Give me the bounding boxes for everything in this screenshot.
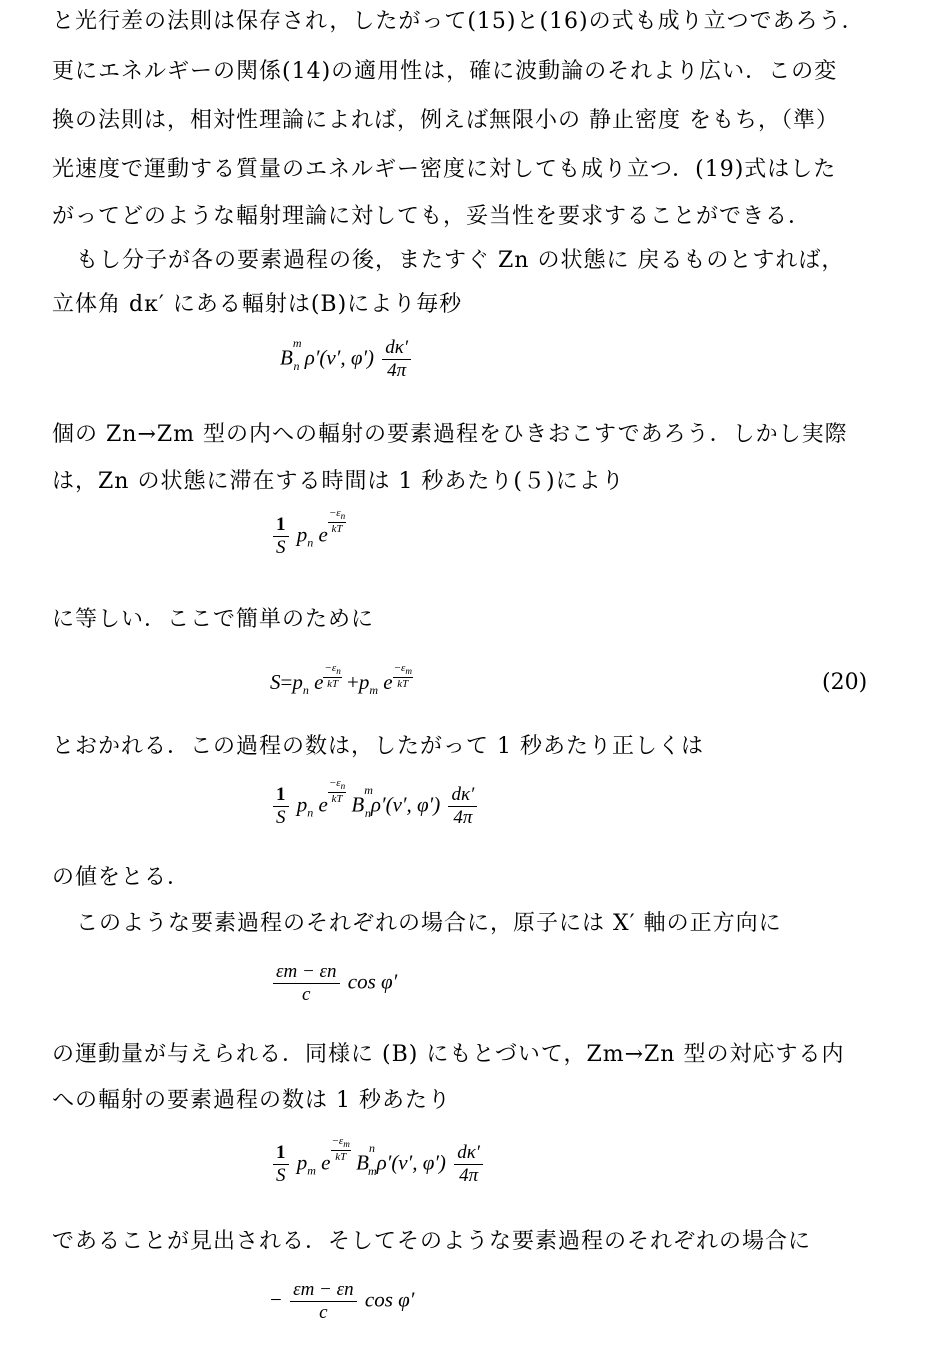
equation-absorption-rate: $B^m_n$ ρ′(ν′, φ′) $\frac{d\kappa'}{4\pi}$ [280, 338, 414, 381]
equation-S-definition: $S=p_n$ e $\frac{-\varepsilon_n}{kT}$ $+p_m$ e $\frac{-\varepsilon_m}{kT}$ [270, 662, 412, 698]
text-line: への輻射の要素過程の数は 1 秒あたり [52, 1088, 451, 1113]
equation-reverse-count: $\frac{1}{S}$ $p_m$ e $\frac{-\varepsilon_m}{kT}$ $B^n_m\rho'(\nu'$, φ′) $\frac{d\kappa'}{4\pi}$ [270, 1143, 486, 1186]
text-line: であることが見出される．そしてそのような要素過程のそれぞれの場合に [52, 1229, 812, 1254]
text-line: は，Zn の状態に滞在する時間は 1 秒あたり(５)により [52, 469, 625, 494]
equation-momentum: $\frac{\varepsilon m - \varepsilon n}{c}$ cos φ′ [270, 962, 397, 1005]
text-line: と光行差の法則は保存され，したがって(15)と(16)の式も成り立つであろう． [52, 9, 865, 34]
text-line: もし分子が各の要素過程の後，またすぐ Zn の状態に 戻るものとすれば， [76, 248, 845, 273]
text-line: の値をとる． [52, 865, 191, 890]
equation-dwell-time: $\frac{1}{S}$ $p_n$ e $\frac{-\varepsilon_n}{kT}$ [270, 515, 346, 558]
text-line: 更にエネルギーの関係(14)の適用性は，確に波動論のそれより広い．この変 [52, 59, 838, 84]
text-line: 個の Zn→Zm 型の内への輻射の要素過程をひきおこすであろう．しかし実際 [52, 422, 848, 447]
text-line: 立体角 dκ′ にある輻射は(B)により毎秒 [52, 292, 463, 317]
text-line: このような要素過程のそれぞれの場合に，原子には X′ 軸の正方向に [76, 911, 782, 936]
text-line: とおかれる．この過程の数は，したがって 1 秒あたり正しくは [52, 734, 704, 759]
text-line: がってどのような輻射理論に対しても，妥当性を要求することができる． [52, 204, 812, 229]
text-line: 換の法則は，相対性理論によれば，例えば無限小の 静止密度 をもち，（準） [52, 108, 839, 133]
equation-process-count: $\frac{1}{S}$ $p_n$ e $\frac{-\varepsilon_n}{kT}$ $B^m_n\rho'(\nu'$, φ′) $\frac{d\kappa'}{4\pi}$ [270, 785, 480, 828]
equation-negative-momentum: − $\frac{\varepsilon m - \varepsilon n}{c}$ cos φ′ [270, 1279, 415, 1323]
text-line: の運動量が与えられる．同様に (B) にもとづいて，Zm→Zn 型の対応する内 [52, 1042, 845, 1067]
text-line: 光速度で運動する質量のエネルギー密度に対しても成り立つ．(19)式はした [52, 157, 837, 182]
equation-number: (20) [822, 670, 868, 695]
text-line: に等しい．ここで簡単のために [52, 607, 375, 632]
